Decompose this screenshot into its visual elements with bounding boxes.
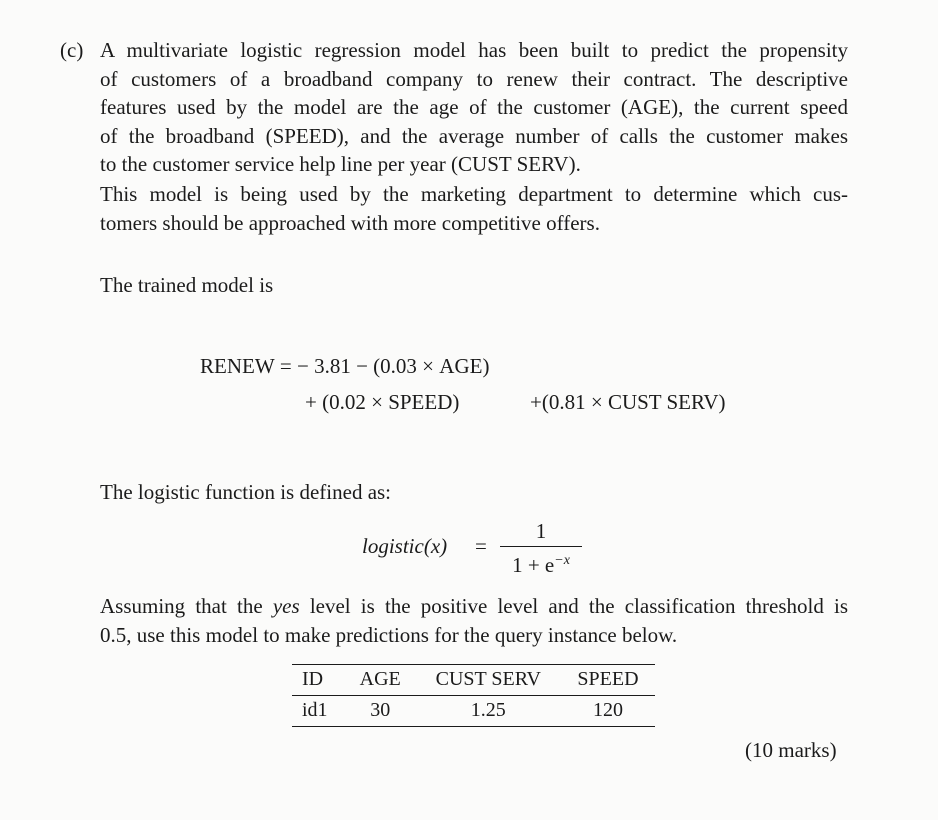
yes-level: yes <box>272 594 300 618</box>
logistic-intro: The logistic function is defined as: <box>100 480 392 504</box>
intro-line-1: A multivariate logistic regression model has been built to predict the propensity <box>100 38 848 62</box>
cell-id: id1 <box>302 699 328 721</box>
question-label: (c) <box>60 38 84 62</box>
assumption-line-1: Assuming that the yes level is the positive level and the classification threshold is <box>100 594 849 618</box>
model-equation-speed-term: + (0.02 × SPEED) <box>305 390 460 414</box>
cell-age: 30 <box>370 699 391 721</box>
intro-line-5: to the customer service help line per year (CUST SERV). <box>100 152 581 176</box>
assumption-paragraph <box>100 592 848 649</box>
feature-age: AGE <box>627 95 672 119</box>
target-renew: RENEW <box>200 354 275 378</box>
marks-label: (10 marks) <box>745 738 837 762</box>
exponent: −x <box>554 553 570 568</box>
usage-line-2: tomers should be approached with more competitive offers. <box>100 210 600 235</box>
usage-paragraph <box>100 180 848 237</box>
logistic-function-formula <box>362 518 602 582</box>
header-cust-serv: CUST SERV <box>435 668 541 690</box>
header-speed: SPEED <box>577 668 639 690</box>
fraction-bar <box>500 546 582 547</box>
model-equation-custserv-term: +(0.81 × CUST SERV) <box>530 390 726 414</box>
table-row <box>292 696 655 727</box>
model-equation-line-1: RENEW = − 3.81 − (0.03 × AGE) <box>200 354 490 378</box>
logistic-equals: = <box>475 534 487 558</box>
cell-cust-serv: 1.25 <box>470 699 506 721</box>
usage-line-1: This model is being used by the marketing department to determine which cus- <box>100 182 848 206</box>
cell-speed: 120 <box>592 699 623 721</box>
header-id: ID <box>302 668 324 690</box>
feature-cust-serv: CUST SERV <box>458 152 569 176</box>
fraction-denominator: $1 + e^{-x}$ <box>512 553 570 577</box>
fraction-numerator: 1 <box>535 519 547 543</box>
logistic-fraction <box>500 518 582 577</box>
feature-speed: SPEED <box>272 123 337 148</box>
intro-line-4: of the broadband (SPEED), and the average number of calls the customer makes <box>100 123 848 148</box>
query-instance-table <box>292 664 655 727</box>
trained-model-intro: The trained model is <box>100 273 274 297</box>
header-age: AGE <box>359 668 401 690</box>
intro-paragraph <box>100 36 848 179</box>
intro-line-2: of customers of a broadband company to renew their contract. The descriptive <box>100 66 848 91</box>
logistic-lhs: logistic(x) <box>362 534 448 558</box>
intro-line-3: features used by the model are the age of the customer (AGE), the current speed <box>100 95 848 119</box>
assumption-line-2: 0.5, use this model to make predictions for the query instance below. <box>100 622 678 647</box>
table-header-row <box>292 665 655 696</box>
